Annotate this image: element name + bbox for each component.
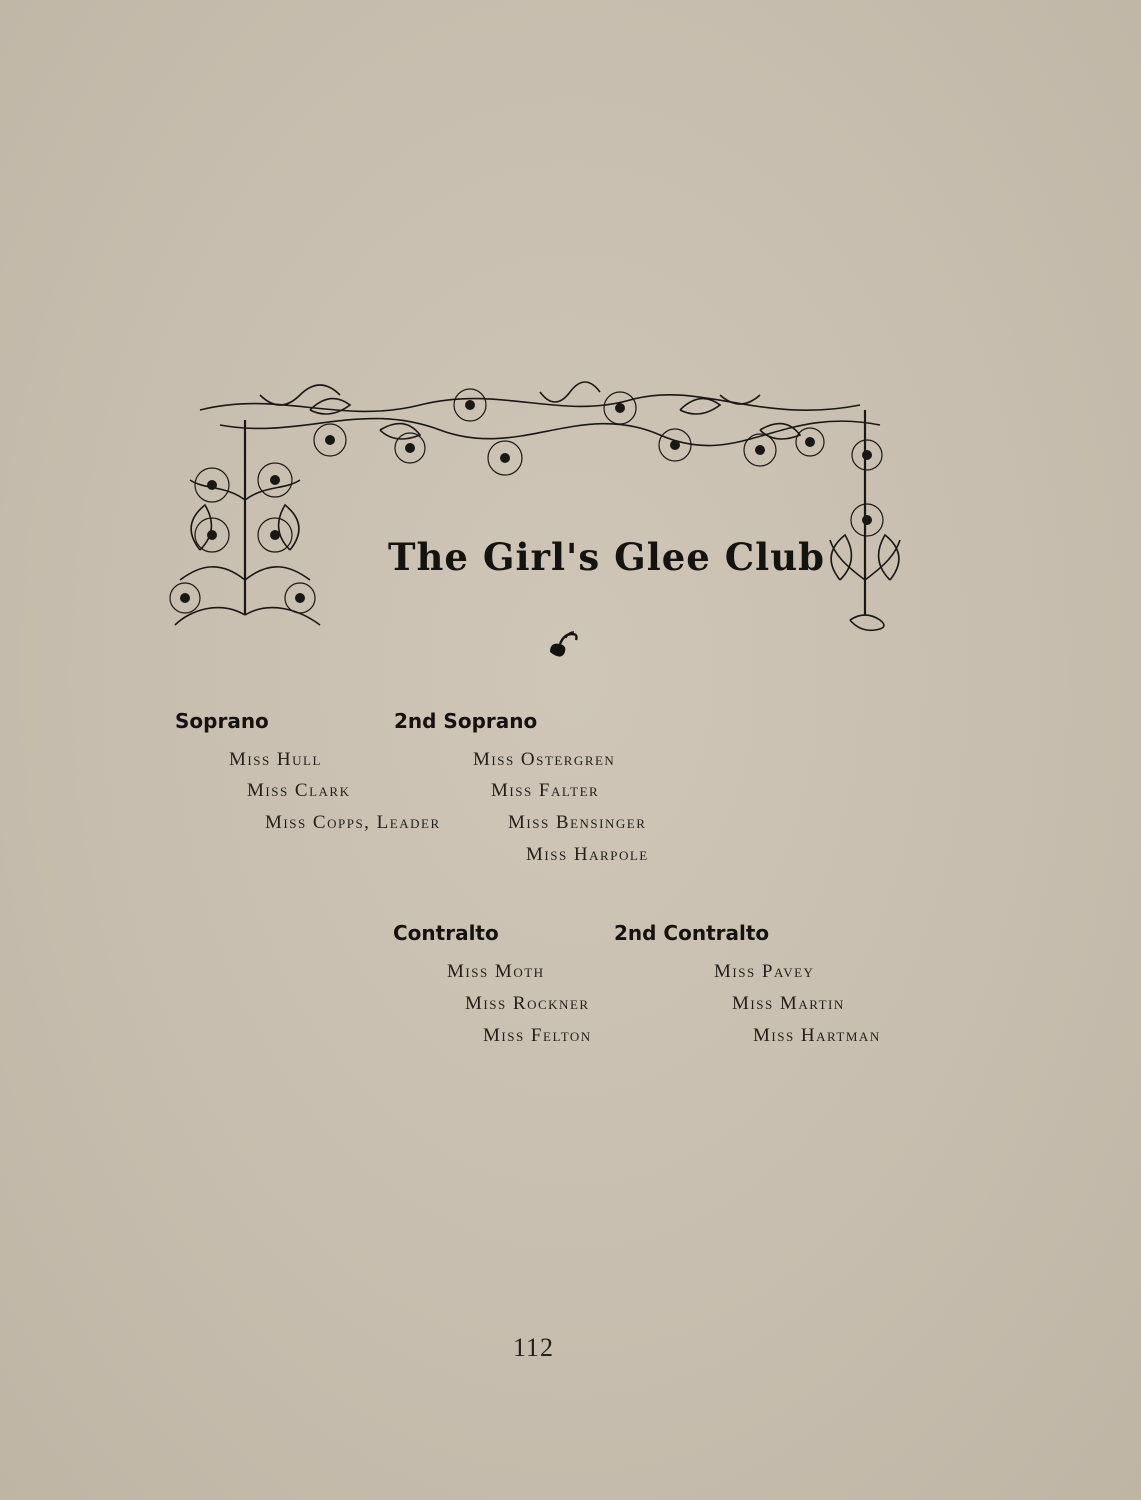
list-item: Miss Copps, Leader	[265, 812, 441, 833]
list-item: Miss Bensinger	[508, 812, 647, 833]
page-number: 112	[513, 1333, 555, 1362]
soprano-heading: Soprano	[175, 709, 269, 733]
list-item: Miss Ostergren	[473, 749, 616, 770]
list-item: Miss Pavey	[714, 961, 815, 982]
list-item: Miss Rockner	[465, 993, 590, 1014]
second-contralto-heading: 2nd Contralto	[614, 921, 770, 945]
list-item: Miss Hull	[229, 749, 322, 770]
list-item: Miss Martin	[732, 993, 845, 1014]
page-title: The Girl's Glee Club	[388, 535, 825, 579]
list-item: Miss Hartman	[753, 1025, 881, 1046]
list-item: Miss Felton	[483, 1025, 592, 1046]
list-item: Miss Clark	[247, 780, 351, 801]
second-soprano-heading: 2nd Soprano	[394, 709, 538, 733]
list-item: Miss Falter	[491, 780, 600, 801]
list-item: Miss Moth	[447, 961, 545, 982]
fleuron-icon	[546, 628, 580, 660]
contralto-heading: Contralto	[393, 921, 499, 945]
list-item: Miss Harpole	[526, 844, 649, 865]
floral-daisy-border-icon	[160, 380, 910, 640]
